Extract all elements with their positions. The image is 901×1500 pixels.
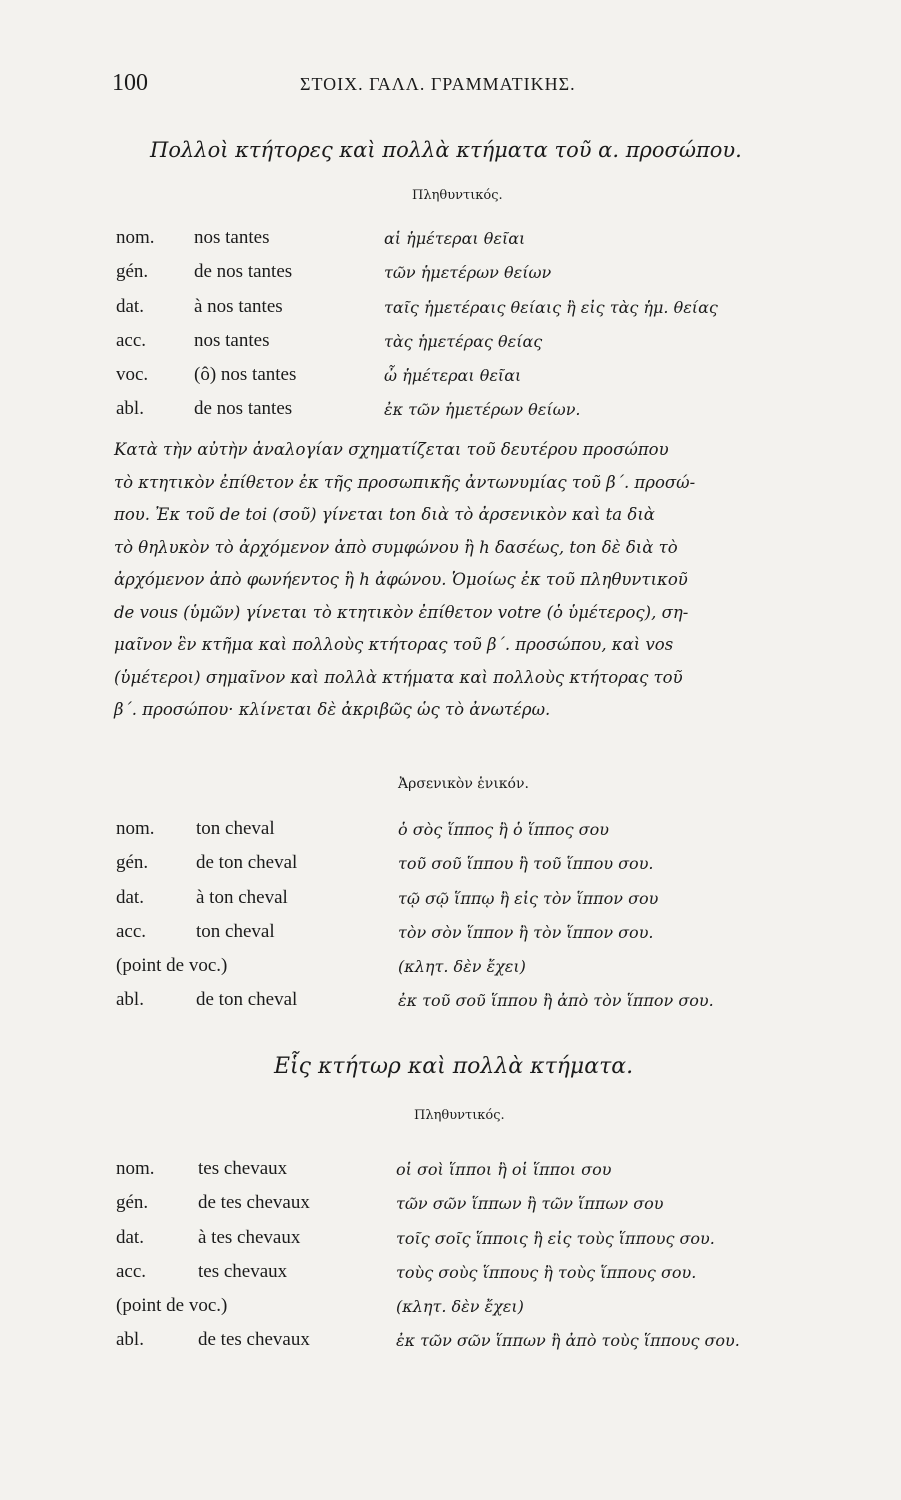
case-label: dat. <box>116 295 144 317</box>
body-paragraph <box>114 436 844 729</box>
table-row <box>116 989 846 1023</box>
paragraph-line: τὸ θηλυκὸν τὸ ἀρχόμενον ἀπὸ συμφώνου ἢ h δασέως, ton δὲ διὰ τὸ <box>114 537 678 557</box>
greek-form: ἐκ τῶν ἡμετέρων θείων. <box>384 400 581 420</box>
french-form: à nos tantes <box>194 295 283 317</box>
case-label: abl. <box>116 1329 144 1351</box>
paragraph-line: Κατὰ τὴν αὐτὴν ἀναλογίαν σχηματίζεται τοῦ δευτέρου προσώπου <box>114 440 669 459</box>
section3-subtitle: Πληθυντικός. <box>414 1108 505 1123</box>
greek-form: ὁ σὸς ἵππος ἢ ὁ ἵππος σου <box>398 820 609 839</box>
table-row <box>116 1192 846 1226</box>
table-row <box>116 887 846 921</box>
french-form: de nos tantes <box>194 398 293 420</box>
french-form: nos tantes <box>194 227 270 248</box>
table-row <box>116 330 846 364</box>
greek-form: ὦ ἡμέτεραι θεῖαι <box>384 366 522 386</box>
running-head: ΣΤΟΙΧ. ΓΑΛΛ. ΓΡΑΜΜΑΤΙΚΗΣ. <box>300 74 576 94</box>
greek-form: τῷ σῷ ἵππῳ ἢ εἰς τὸν ἵππον σου <box>398 888 659 908</box>
section3-table <box>116 1158 846 1364</box>
greek-form: τὸν σὸν ἵππον ἢ τὸν ἵππον σου. <box>398 922 654 942</box>
greek-form: (κλητ. δὲν ἔχει) <box>398 957 526 977</box>
french-form: de tes chevaux <box>198 1329 310 1351</box>
paragraph-line: ἀρχόμενον ἀπὸ φωνήεντος ἢ h ἀφώνου. Ὁμοίως ἐκ τοῦ πληθυντικοῦ <box>114 570 688 589</box>
french-form: ton cheval <box>196 818 275 839</box>
table-row <box>116 1295 846 1329</box>
paragraph-line: β΄. προσώπου· κλίνεται δὲ ἀκριβῶς ὡς τὸ ἀνωτέρω. <box>114 700 551 719</box>
french-form: ton cheval <box>196 920 275 942</box>
paragraph-line: (ὑμέτεροι) σημαῖνον καὶ πολλὰ κτήματα καὶ πολλοὺς κτήτορας τοῦ <box>114 667 683 687</box>
case-label: (point de voc.) <box>116 955 228 977</box>
greek-form: τοῖς σοῖς ἵπποις ἢ εἰς τοὺς ἵππους σου. <box>396 1228 715 1248</box>
page-number: 100 <box>112 70 148 96</box>
case-label: gén. <box>116 261 149 283</box>
french-form: de ton cheval <box>196 989 298 1011</box>
case-label: voc. <box>116 364 149 386</box>
section1-table <box>116 227 846 433</box>
table-row <box>116 955 846 989</box>
section1-subtitle: Πληθυντικός. <box>412 188 503 203</box>
case-label: nom. <box>116 818 155 839</box>
section2-subtitle: Ἀρσενικὸν ἑνικόν. <box>398 776 529 792</box>
case-label: acc. <box>116 329 147 351</box>
table-row <box>116 398 846 432</box>
table-row <box>116 852 846 886</box>
greek-form: (κλητ. δὲν ἔχει) <box>396 1297 524 1317</box>
case-label: abl. <box>116 989 144 1011</box>
section1-title: Πολλοὶ κτήτορες καὶ πολλὰ κτήματα τοῦ α. προσώπου. <box>150 138 742 162</box>
table-row <box>116 1158 846 1192</box>
french-form: de nos tantes <box>194 261 293 283</box>
case-label: dat. <box>116 886 144 908</box>
greek-form: τὰς ἡμετέρας θείας <box>384 331 543 351</box>
case-label: abl. <box>116 398 144 420</box>
case-label: acc. <box>116 920 147 942</box>
french-form: de tes chevaux <box>198 1192 310 1214</box>
french-form: à tes chevaux <box>198 1226 301 1248</box>
case-label: acc. <box>116 1260 147 1282</box>
greek-form: ἐκ τῶν σῶν ἵππων ἢ ἀπὸ τοὺς ἵππους σου. <box>396 1331 740 1351</box>
greek-form: τοὺς σοὺς ἵππους ἢ τοὺς ἵππους σου. <box>396 1262 697 1282</box>
table-row <box>116 296 846 330</box>
table-row <box>116 364 846 398</box>
case-label: dat. <box>116 1226 144 1248</box>
paragraph-line: μαῖνον ἓν κτῆμα καὶ πολλοὺς κτήτορας τοῦ β΄. προσώπου, καὶ vos <box>114 635 674 654</box>
section2-table <box>116 818 846 1024</box>
paragraph-line: τὸ κτητικὸν ἐπίθετον ἐκ τῆς προσωπικῆς ἀντωνυμίας τοῦ β΄. προσώ- <box>114 472 696 492</box>
case-label: (point de voc.) <box>116 1295 228 1317</box>
table-row <box>116 261 846 295</box>
table-row <box>116 1329 846 1363</box>
greek-form: αἱ ἡμέτεραι θεῖαι <box>384 229 526 248</box>
french-form: tes chevaux <box>198 1260 288 1282</box>
case-label: nom. <box>116 1158 155 1179</box>
section3-title: Εἷς κτήτωρ καὶ πολλὰ κτήματα. <box>274 1054 634 1079</box>
greek-form: ταῖς ἡμετέραις θείαις ἢ εἰς τὰς ἡμ. θείας <box>384 297 718 317</box>
case-label: gén. <box>116 852 149 874</box>
greek-form: τῶν σῶν ἵππων ἢ τῶν ἵππων σου <box>396 1194 664 1214</box>
page-header <box>112 70 812 100</box>
french-form: tes chevaux <box>198 1158 288 1179</box>
french-form: à ton cheval <box>196 886 288 908</box>
greek-form: τοῦ σοῦ ἵππου ἢ τοῦ ἵππου σου. <box>398 854 654 874</box>
case-label: nom. <box>116 227 155 248</box>
greek-form: τῶν ἡμετέρων θείων <box>384 263 552 283</box>
table-row <box>116 1227 846 1261</box>
french-form: nos tantes <box>194 329 270 351</box>
greek-form: οἱ σοὶ ἵπποι ἢ οἱ ἵπποι σου <box>396 1160 612 1179</box>
french-form: (ô) nos tantes <box>194 364 297 386</box>
table-row <box>116 818 846 852</box>
table-row <box>116 921 846 955</box>
paragraph-line: που. Ἐκ τοῦ de toi (σοῦ) γίνεται ton διὰ τὸ ἀρσενικὸν καὶ ta διὰ <box>114 505 655 524</box>
table-row <box>116 1261 846 1295</box>
case-label: gén. <box>116 1192 149 1214</box>
paragraph-line: de vous (ὑμῶν) γίνεται τὸ κτητικὸν ἐπίθετον votre (ὁ ὑμέτερος), ση- <box>114 602 689 622</box>
french-form: de ton cheval <box>196 852 298 874</box>
greek-form: ἐκ τοῦ σοῦ ἵππου ἢ ἀπὸ τὸν ἵππον σου. <box>398 991 714 1011</box>
table-row <box>116 227 846 261</box>
